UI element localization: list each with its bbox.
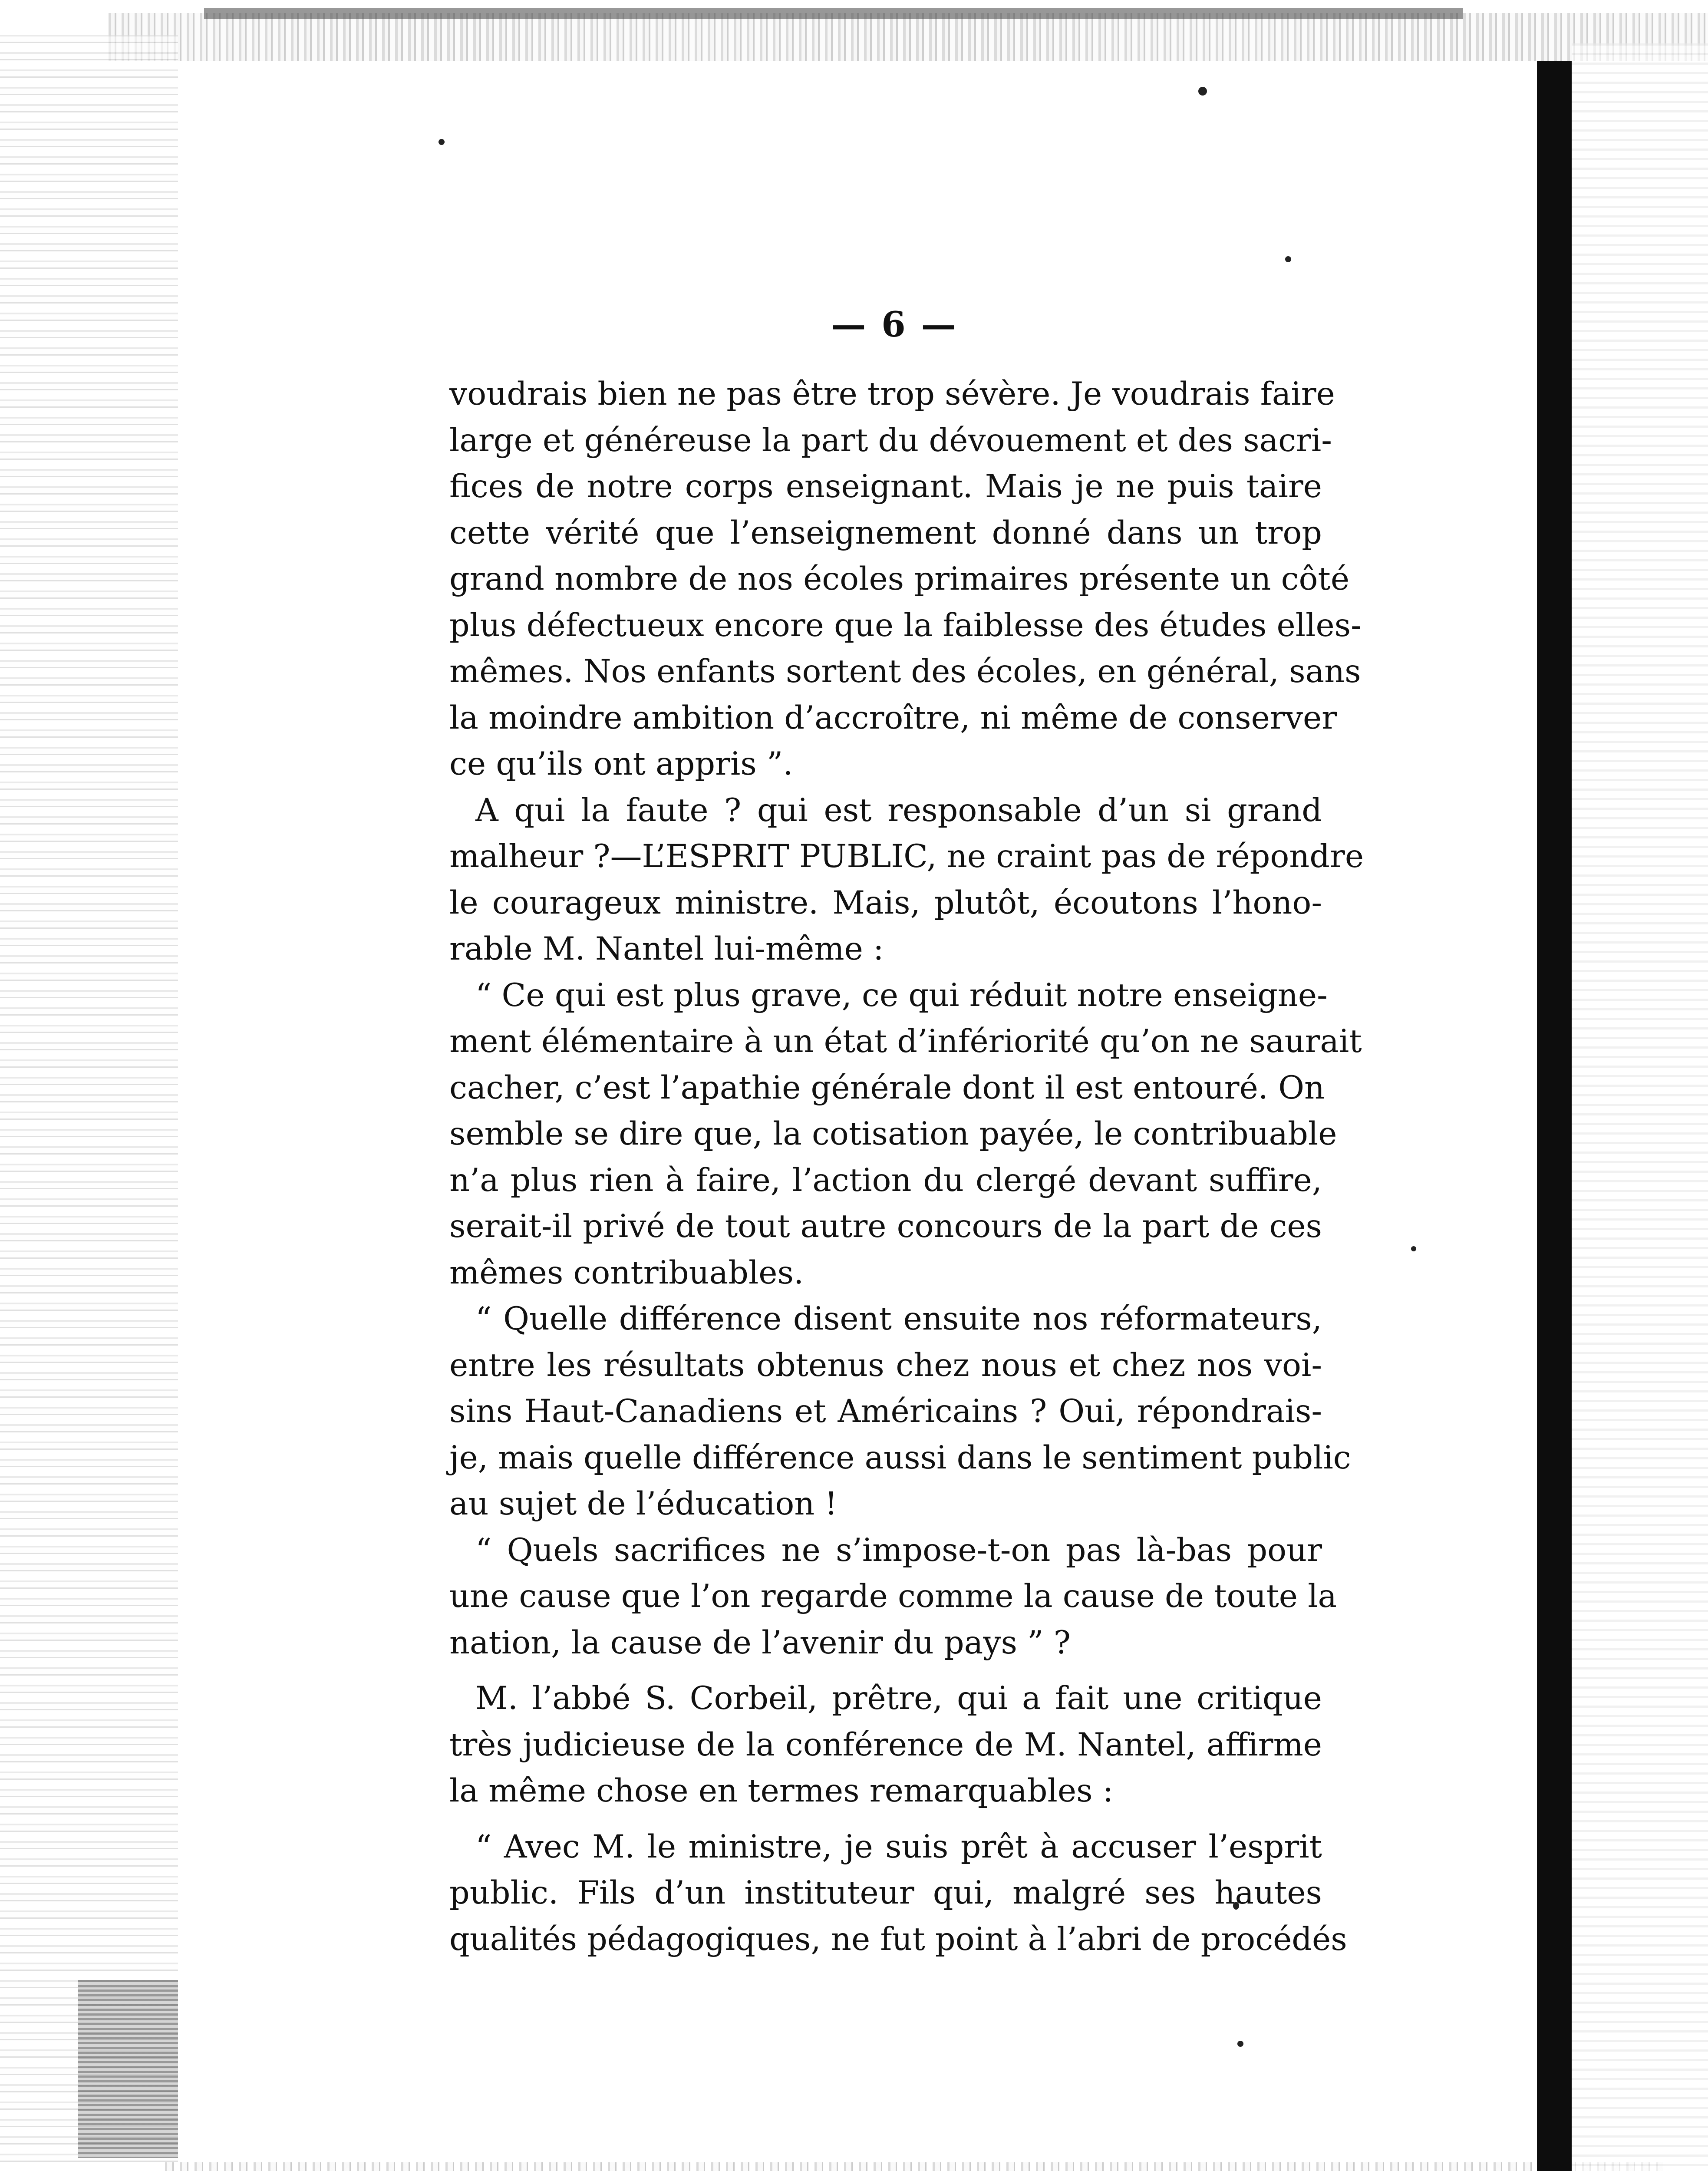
text-line: cette vérité que l’enseignement donné dans un trop xyxy=(449,514,1322,551)
text-line: mêmes contribuables. xyxy=(449,1254,804,1291)
text-line: “ Ce qui est plus grave, ce qui réduit notre enseigne- xyxy=(475,977,1328,1014)
text-line: large et généreuse la part du dévouement et des sacri- xyxy=(449,422,1332,459)
scan-noise-top xyxy=(109,13,1708,61)
text-line: ce qu’ils ont appris ”. xyxy=(449,746,793,782)
text-line: “ Avec M. le ministre, je suis prêt à accuser l’esprit xyxy=(475,1828,1322,1865)
text-line: fices de notre corps enseignant. Mais je ne puis taire xyxy=(449,468,1322,505)
text-line: mêmes. Nos enfants sortent des écoles, en général, sans xyxy=(449,653,1361,690)
text-line: semble se dire que, la cotisation payée, le contribuable xyxy=(449,1115,1337,1152)
text-line: serait-il privé de tout autre concours de la part de ces xyxy=(449,1208,1322,1245)
scan-speck xyxy=(439,139,445,145)
text-line: je, mais quelle différence aussi dans le sentiment public xyxy=(449,1439,1351,1476)
text-line: une cause que l’on regarde comme la cause de toute la xyxy=(449,1578,1337,1615)
page-number: — 6 — xyxy=(831,304,958,345)
text-line: la moindre ambition d’accroître, ni même de conserver xyxy=(449,699,1337,736)
scan-speck xyxy=(1285,256,1291,262)
scan-shadow-left xyxy=(78,1980,178,2158)
text-line: cacher, c’est l’apathie générale dont il est entouré. On xyxy=(449,1069,1325,1106)
scan-speck xyxy=(1411,1246,1416,1251)
scan-edge-top xyxy=(204,8,1463,19)
text-line: rable M. Nantel lui-même : xyxy=(449,930,884,967)
body-text xyxy=(449,371,1364,1963)
text-line: sins Haut-Canadiens et Américains ? Oui, répondrais- xyxy=(449,1393,1322,1430)
text-line: “ Quelle différence disent ensuite nos réformateurs, xyxy=(475,1300,1322,1337)
text-line: n’a plus rien à faire, l’action du clergé devant suffire, xyxy=(449,1161,1322,1199)
text-line: la même chose en termes remarquables : xyxy=(449,1772,1114,1809)
scan-noise-left xyxy=(0,35,178,2171)
text-line: grand nombre de nos écoles primaires présente un côté xyxy=(449,561,1350,597)
text-line: “ Quels sacrifices ne s’impose-t-on pas là-bas pour xyxy=(475,1531,1322,1569)
text-line: le courageux ministre. Mais, plutôt, écoutons l’hono- xyxy=(449,884,1322,921)
text-line: plus défectueux encore que la faiblesse des études elles- xyxy=(449,607,1362,644)
scan-speck xyxy=(1237,2041,1243,2047)
scan-noise-right xyxy=(1572,43,1708,2171)
text-line: au sujet de l’éducation ! xyxy=(449,1485,838,1522)
text-line: très judicieuse de la conférence de M. Nantel, affirme xyxy=(449,1726,1322,1763)
text-line: voudrais bien ne pas être trop sévère. Je voudrais faire xyxy=(449,376,1335,412)
text-line: A qui la faute ? qui est responsable d’un si grand xyxy=(475,792,1322,829)
text-line: qualités pédagogiques, ne fut point à l’abri de procédés xyxy=(449,1920,1347,1958)
text-line: ment élémentaire à un état d’infériorité qu’on ne saurait xyxy=(449,1023,1362,1060)
scan-speck xyxy=(1198,87,1207,96)
text-line: entre les résultats obtenus chez nous et chez nos voi- xyxy=(449,1346,1322,1384)
scan-binding-shadow xyxy=(1537,61,1572,2171)
text-line: public. Fils d’un instituteur qui, malgré ses hautes xyxy=(449,1874,1322,1911)
text-line: nation, la cause de l’avenir du pays ” ? xyxy=(449,1624,1071,1661)
text-line: M. l’abbé S. Corbeil, prêtre, qui a fait une critique xyxy=(475,1680,1322,1717)
scan-noise-bottom xyxy=(165,2162,1663,2171)
text-line: malheur ?—L’ESPRIT PUBLIC, ne craint pas de répondre xyxy=(449,838,1364,875)
